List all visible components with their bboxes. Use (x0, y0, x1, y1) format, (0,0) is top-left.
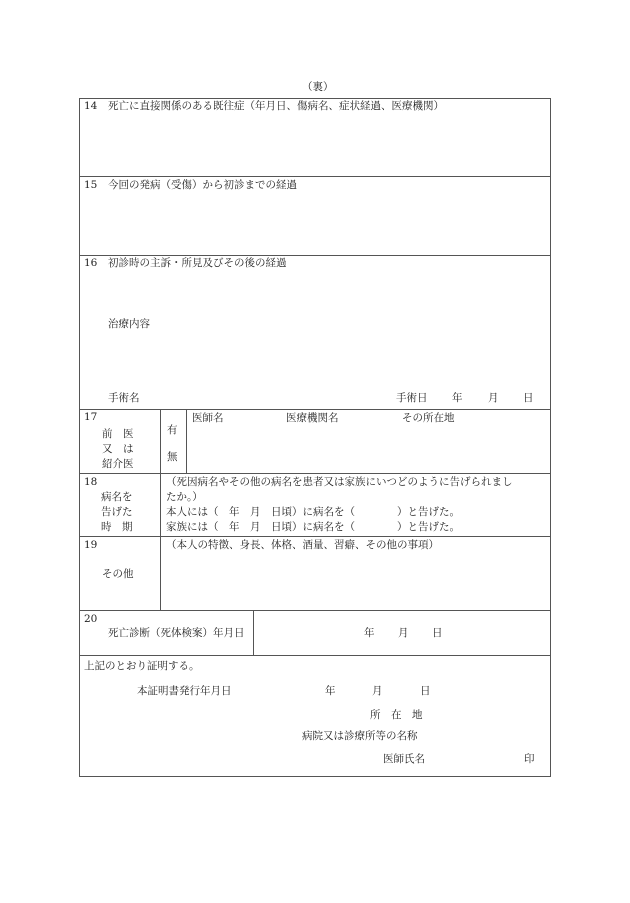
section-15-number: 15 (84, 179, 98, 191)
section-18-label-2: 告げた (101, 506, 133, 518)
section-18-question-1: （死因病名やその他の病名を患者又は家族にいつどのように告げられまし (166, 476, 513, 488)
col-divider-17-a (160, 409, 161, 473)
section-19-label: その他 (102, 568, 134, 580)
surgery-month-label: 月 (488, 392, 499, 404)
section-14-number: 14 (84, 100, 98, 112)
referral-location-label: その所在地 (402, 412, 455, 424)
section-20-number: 20 (84, 613, 98, 625)
divider-cert (79, 655, 551, 656)
section-16-label: 初診時の主訴・所見及びその後の経過 (108, 257, 287, 269)
divider-17 (79, 409, 551, 410)
section-18-label-3: 時 期 (101, 521, 133, 533)
section-20-label: 死亡診断（死体検案）年月日 (108, 627, 245, 639)
issue-year-label: 年 (325, 685, 336, 697)
surgery-day-label: 日 (523, 392, 534, 404)
certification-statement: 上記のとおり証明する。 (84, 660, 200, 672)
divider-16 (79, 255, 551, 256)
col-divider-20 (253, 610, 254, 655)
section-16-number: 16 (84, 257, 98, 269)
divider-15 (79, 176, 551, 177)
death-date-day-label: 日 (432, 627, 443, 639)
address-label: 所 在 地 (370, 709, 423, 721)
col-divider-18 (160, 473, 161, 536)
section-19-field[interactable] (166, 556, 546, 606)
hospital-name-label: 病院又は診療所等の名称 (302, 730, 418, 742)
section-18-label-1: 病名を (101, 491, 133, 503)
surgery-date-label: 手術日 (396, 392, 428, 404)
referral-yes-option[interactable]: 有 (167, 424, 178, 436)
section-17-label-1: 前 医 (102, 428, 134, 440)
section-19-description: （本人の特徴、身長、体格、酒量、習癖、その他の事項） (166, 539, 439, 551)
section-17-number: 17 (84, 411, 98, 423)
issue-month-label: 月 (372, 685, 383, 697)
divider-20 (79, 610, 551, 611)
death-date-month-label: 月 (398, 627, 409, 639)
referral-no-option[interactable]: 無 (167, 451, 178, 463)
col-divider-19 (160, 536, 161, 610)
surgery-year-label: 年 (452, 392, 463, 404)
section-18-number: 18 (84, 476, 98, 488)
referral-doctor-label: 医師名 (192, 412, 224, 424)
side-label: （裏） (302, 81, 334, 93)
section-14-label: 死亡に直接関係のある既往症（年月日、傷病名、症状経過、医療機関） (108, 100, 444, 112)
treatment-label: 治療内容 (108, 318, 150, 330)
seal-label: 印 (524, 753, 535, 765)
section-17-label-3: 紹介医 (102, 458, 134, 470)
section-14-field[interactable] (84, 118, 544, 173)
section-15-label: 今回の発病（受傷）から初診までの経過 (108, 179, 297, 191)
issue-date-label: 本証明書発行年月日 (137, 685, 232, 697)
section-15-field[interactable] (84, 196, 544, 252)
section-19-number: 19 (84, 539, 98, 551)
col-divider-17-b (186, 409, 187, 473)
section-18-family-line: 家族には（ 年 月 日頃）に病名を（ ）と告げた。 (166, 521, 460, 533)
doctor-name-label: 医師氏名 (383, 753, 425, 765)
divider-19 (79, 536, 551, 537)
referral-institution-label: 医療機関名 (286, 412, 339, 424)
issue-day-label: 日 (420, 685, 431, 697)
death-date-year-label: 年 (364, 627, 375, 639)
surgery-name-label: 手術名 (108, 392, 140, 404)
divider-18 (79, 473, 551, 474)
section-18-patient-line: 本人には（ 年 月 日頃）に病名を（ ）と告げた。 (166, 506, 460, 518)
section-18-question-2: たか。） (166, 491, 203, 503)
section-17-label-2: 又 は (102, 443, 134, 455)
